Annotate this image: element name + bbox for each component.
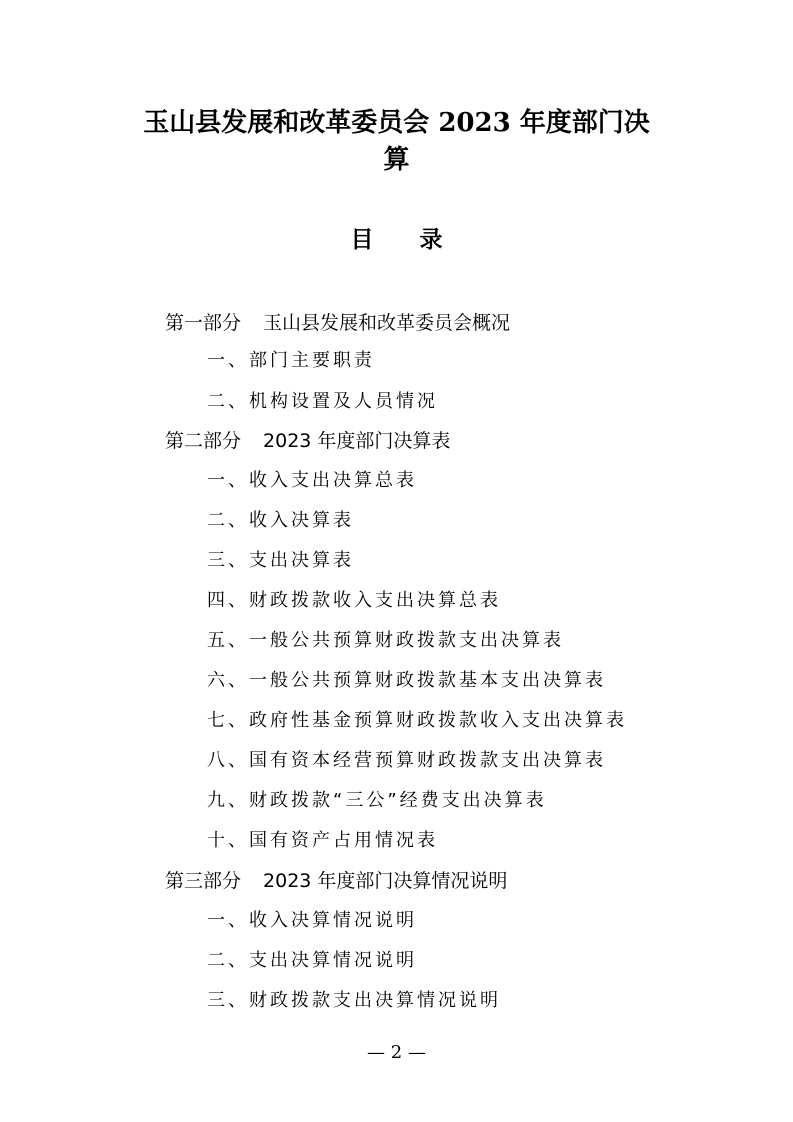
toc-part-title: 玉山县发展和改革委员会概况	[263, 312, 511, 334]
toc-item[interactable]: 七、政府性基金预算财政拨款收入支出决算表	[207, 710, 627, 731]
toc-item[interactable]: 一、收入决算情况说明	[207, 910, 417, 931]
toc-part-1[interactable]	[165, 307, 510, 339]
toc-item[interactable]: 二、支出决算情况说明	[207, 950, 417, 971]
toc-item[interactable]: 五、一般公共预算财政拨款支出决算表	[207, 630, 564, 651]
toc-item[interactable]: 十、国有资产占用情况表	[207, 830, 438, 851]
toc-item[interactable]: 二、收入决算表	[207, 510, 354, 531]
toc-item[interactable]: 六、一般公共预算财政拨款基本支出决算表	[207, 670, 606, 691]
toc-part-number: 第一部分	[165, 312, 242, 334]
toc-item[interactable]: 九、财政拨款“三公”经费支出决算表	[207, 790, 547, 811]
toc-part-3[interactable]	[165, 865, 507, 897]
toc-item[interactable]: 三、支出决算表	[207, 550, 354, 571]
page-number: — 2 —	[367, 1042, 426, 1063]
toc-item[interactable]: 一、收入支出决算总表	[207, 470, 417, 491]
toc-item[interactable]: 四、财政拨款收入支出决算总表	[207, 590, 501, 611]
toc-part-title: 2023 年度部门决算表	[263, 430, 451, 452]
document-title-line1: 玉山县发展和改革委员会 2023 年度部门决	[143, 108, 650, 138]
toc-heading-right: 录	[419, 226, 443, 253]
toc-heading-left: 目	[350, 226, 374, 253]
toc-item[interactable]: 二、机构设置及人员情况	[207, 391, 438, 412]
document-title-line2: 算	[383, 145, 410, 175]
toc-item[interactable]: 三、财政拨款支出决算情况说明	[207, 990, 501, 1011]
toc-item[interactable]: 一、部门主要职责	[207, 350, 375, 371]
toc-part-2[interactable]	[165, 425, 450, 457]
toc-part-number: 第二部分	[165, 430, 242, 452]
toc-part-number: 第三部分	[165, 870, 242, 892]
toc-item[interactable]: 八、国有资本经营预算财政拨款支出决算表	[207, 750, 606, 771]
toc-heading	[0, 225, 793, 255]
toc-part-title: 2023 年度部门决算情况说明	[263, 870, 508, 892]
